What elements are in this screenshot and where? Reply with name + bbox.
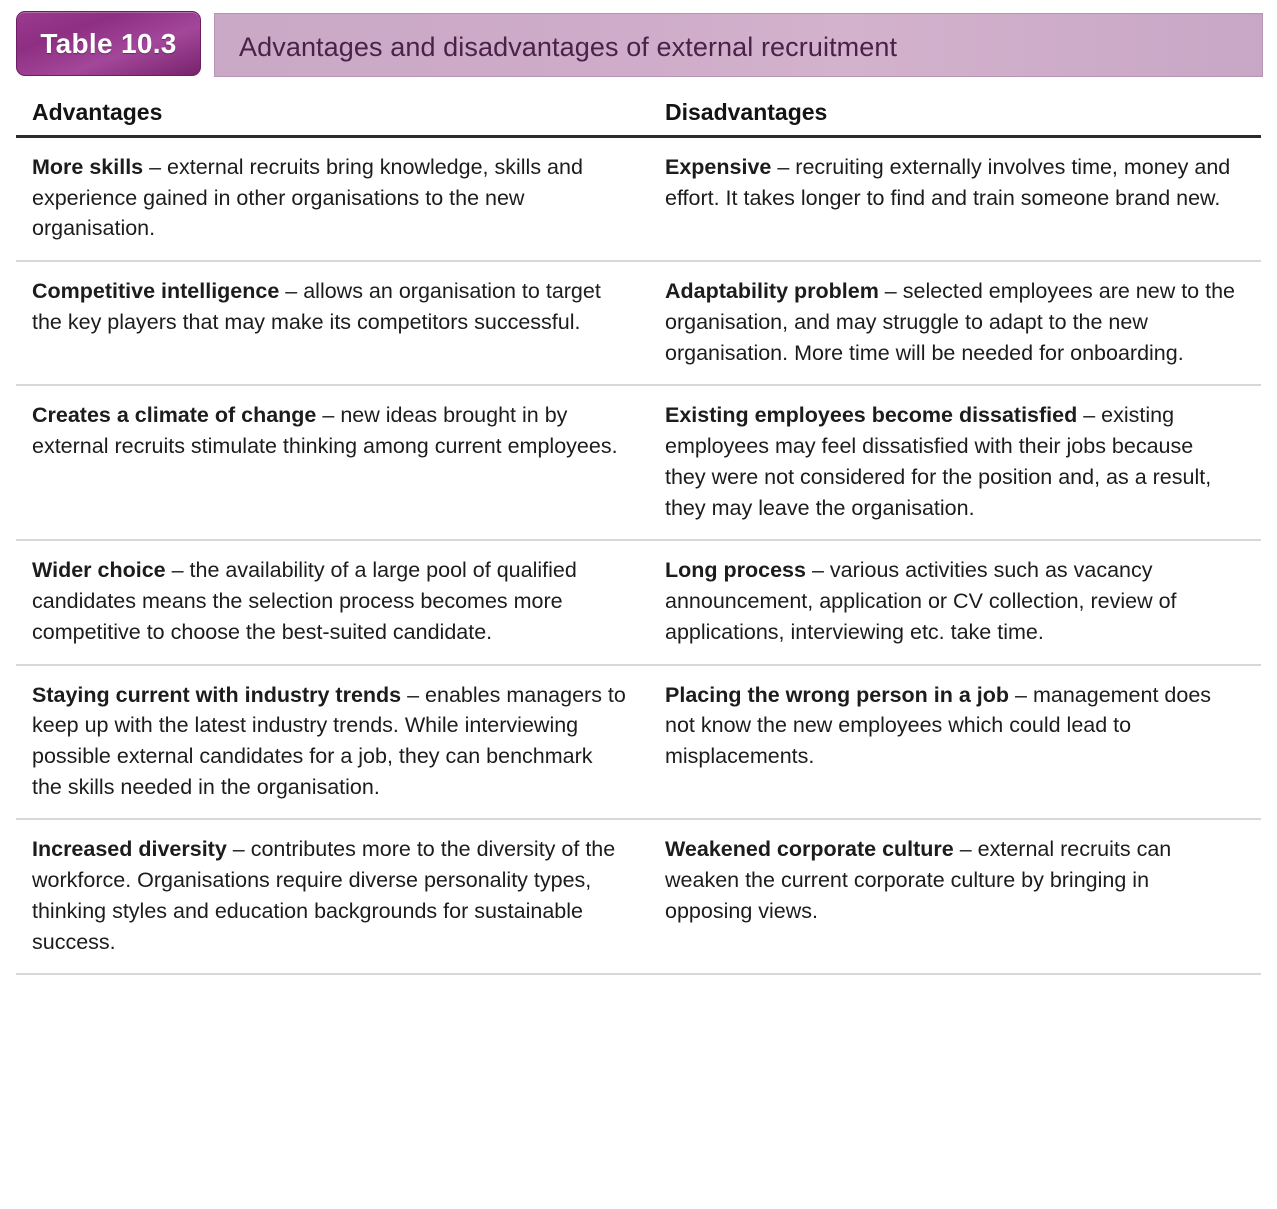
disadvantage-dash: – <box>1009 682 1033 707</box>
advantage-text: the availability of a large pool of qualified candidates means the selection process becomes more competitive to choose the best-suited candidate. <box>32 558 577 644</box>
table-row <box>16 540 1261 664</box>
advantage-text: enables managers to keep up with the latest industry trends. While interviewing possible external candidates for a job, they can benchmark the skills needed in the organisation. <box>32 682 626 799</box>
advantage-term: Increased diversity <box>32 837 227 862</box>
table-head <box>16 99 1261 137</box>
table-body <box>16 137 1261 975</box>
table-title: Advantages and disadvantages of external recruitment <box>239 31 898 62</box>
advantage-term: Creates a climate of change <box>32 403 317 428</box>
table-row <box>16 137 1261 262</box>
advantage-text: contributes more to the diversity of the workforce. Organisations require diverse personality types, thinking styles and education backgrounds for sustainable success. <box>32 837 616 954</box>
table-number-label: Table 10.3 <box>40 27 177 59</box>
disadvantage-cell <box>649 540 1261 664</box>
disadvantage-dash: – <box>1077 403 1102 428</box>
disadvantage-text: recruiting externally involves time, money and effort. It takes longer to find and train someone brand new. <box>665 155 1231 210</box>
disadvantage-dash: – <box>805 558 830 583</box>
advantage-cell <box>16 665 649 820</box>
advantage-term: Staying current with industry trends <box>32 682 402 707</box>
table-header-row <box>16 99 1261 137</box>
table-row <box>16 385 1261 540</box>
disadvantage-term: Adaptability problem <box>665 279 879 304</box>
advantage-cell <box>16 385 649 540</box>
disadvantage-cell <box>649 665 1261 820</box>
disadvantage-term: Long process <box>665 558 806 583</box>
disadvantage-dash: – <box>878 279 903 304</box>
advantage-term: More skills <box>32 155 144 179</box>
disadvantage-term: Expensive <box>665 155 772 179</box>
advantage-cell <box>16 261 649 385</box>
advantage-text: allows an organisation to target the key players that may make its competitors successful. <box>32 279 601 334</box>
table-row <box>16 665 1261 820</box>
disadvantage-text: external recruits can weaken the current corporate culture by bringing in opposing views. <box>665 837 1172 923</box>
disadvantage-text: various activities such as vacancy announcement, application or CV collection, review of applications, interviewing etc. take time. <box>665 558 1177 644</box>
column-header-disadvantages: Disadvantages <box>649 99 1261 137</box>
advantage-dash: – <box>143 155 168 179</box>
advantage-cell <box>16 137 649 262</box>
disadvantage-term: Weakened corporate culture <box>665 837 954 862</box>
advantage-dash: – <box>279 279 304 304</box>
table-row <box>16 261 1261 385</box>
advantage-dash: – <box>226 837 251 862</box>
advantage-dash: – <box>165 558 190 583</box>
table-number-badge <box>16 11 201 76</box>
disadvantage-cell <box>649 137 1261 262</box>
advantage-dash: – <box>316 403 341 428</box>
advantage-cell <box>16 819 649 974</box>
disadvantage-term: Existing employees become dissatisfied <box>665 403 1078 428</box>
advantage-text: new ideas brought in by external recruits stimulate thinking among current employees. <box>32 403 618 459</box>
advantage-dash: – <box>401 682 426 707</box>
disadvantage-cell <box>649 385 1261 540</box>
disadvantage-term: Placing the wrong person in a job <box>665 682 1010 707</box>
disadvantage-dash: – <box>771 155 796 179</box>
disadvantage-cell <box>649 819 1261 974</box>
disadvantage-cell <box>649 261 1261 385</box>
disadvantage-text: management does not know the new employees which could lead to misplacements. <box>665 682 1212 769</box>
disadvantage-text: selected employees are new to the organisation, and may struggle to adapt to the new organisation. More time will be needed for onboarding. <box>665 279 1235 365</box>
disadvantage-text: existing employees may feel dissatisfied with their jobs because they were not considered for the position and, as a result, they may leave the organisation. <box>665 403 1212 520</box>
table-page <box>0 9 1277 1209</box>
table-banner <box>16 9 1263 85</box>
column-header-advantages: Advantages <box>16 99 649 137</box>
advantage-term: Wider choice <box>32 558 166 583</box>
advantage-cell <box>16 540 649 664</box>
comparison-table <box>16 99 1261 975</box>
disadvantage-dash: – <box>953 837 978 862</box>
advantage-text: external recruits bring knowledge, skills and experience gained in other organisations to the new organisation. <box>32 155 583 241</box>
advantage-term: Competitive intelligence <box>32 279 280 304</box>
table-row <box>16 819 1261 974</box>
